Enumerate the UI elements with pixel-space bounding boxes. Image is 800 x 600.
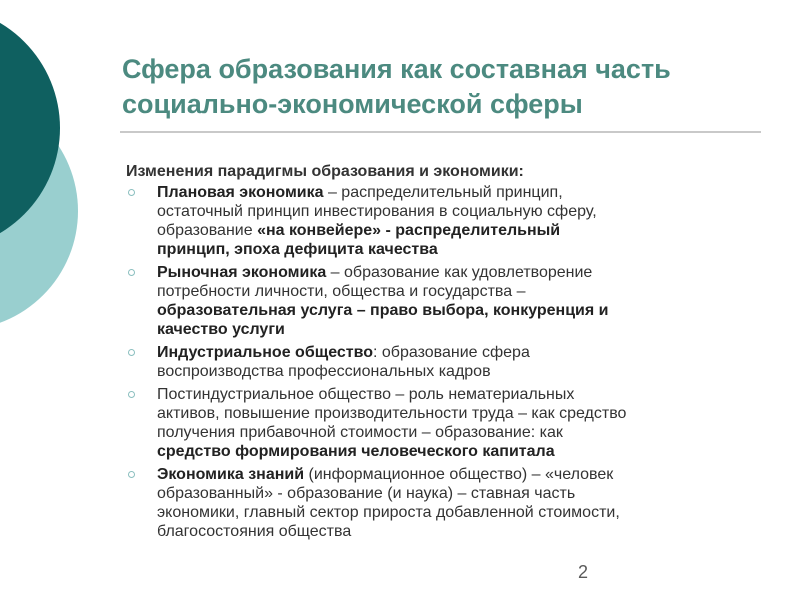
slide-title	[122, 52, 782, 122]
slide-title-line-2: социально-экономической сферы	[122, 89, 583, 119]
item-line	[157, 263, 766, 282]
item-term: Плановая экономика	[157, 184, 324, 201]
item-line: получения прибавочной стоимости – образование: как	[157, 424, 563, 441]
bullet-list	[126, 183, 766, 541]
item-emphasis: принцип, эпоха дефицита качества	[157, 241, 438, 258]
item-emphasis: средство формирования человеческого капитала	[157, 443, 555, 460]
item-line: экономики, главный сектор прироста добавленной стоимости,	[157, 504, 620, 521]
bullet-circle-icon	[128, 391, 135, 398]
item-text: : образование сфера	[373, 344, 530, 361]
title-divider	[120, 131, 761, 133]
slide-content	[126, 162, 766, 545]
item-term: Индустриальное общество	[157, 344, 374, 361]
bullet-circle-icon	[128, 189, 135, 196]
content-subtitle: Изменения парадигмы образования и экономики:	[126, 163, 524, 180]
item-line	[157, 183, 766, 202]
item-line: воспроизводства профессиональных кадров	[157, 363, 491, 380]
item-term: Рыночная экономика	[157, 264, 327, 281]
item-text: образование	[157, 222, 258, 239]
item-text: – образование как удовлетворение	[326, 264, 593, 281]
item-line: образованный» - образование (и наука) – ставная часть	[157, 485, 576, 502]
item-line	[157, 465, 766, 484]
list-item-planned-economy	[126, 183, 766, 259]
list-item-industrial-society	[126, 343, 766, 381]
item-emphasis: качество услуги	[157, 321, 285, 338]
item-line	[157, 320, 766, 339]
item-line	[157, 442, 766, 461]
page-number: 2	[578, 562, 589, 582]
item-text: – распределительный принцип,	[323, 184, 563, 201]
item-text: (информационное общество) – «человек	[304, 466, 614, 483]
item-term: Экономика знаний	[157, 466, 305, 483]
item-line	[157, 343, 766, 362]
bullet-circle-icon	[128, 349, 135, 356]
bullet-circle-icon	[128, 471, 135, 478]
item-line	[157, 301, 766, 320]
list-item-market-economy	[126, 263, 766, 339]
slide-title-line-1: Сфера образования как составная часть	[122, 54, 671, 84]
item-line	[157, 240, 766, 259]
item-line: Постиндустриальное общество – роль нематериальных	[157, 386, 575, 403]
item-line: благосостояния общества	[157, 523, 352, 540]
item-line: остаточный принцип инвестирования в социальную сферу,	[157, 203, 597, 220]
item-line: активов, повышение производительности труда – как средство	[157, 405, 627, 422]
list-item-postindustrial-society	[126, 385, 766, 461]
item-emphasis: образовательная услуга – право выбора, конкуренция и	[157, 302, 609, 319]
list-item-knowledge-economy	[126, 465, 766, 541]
item-line: потребности личности, общества и государства –	[157, 283, 526, 300]
item-emphasis: «на конвейере» - распределительный	[257, 222, 561, 239]
item-line	[157, 221, 766, 240]
bullet-circle-icon	[128, 269, 135, 276]
